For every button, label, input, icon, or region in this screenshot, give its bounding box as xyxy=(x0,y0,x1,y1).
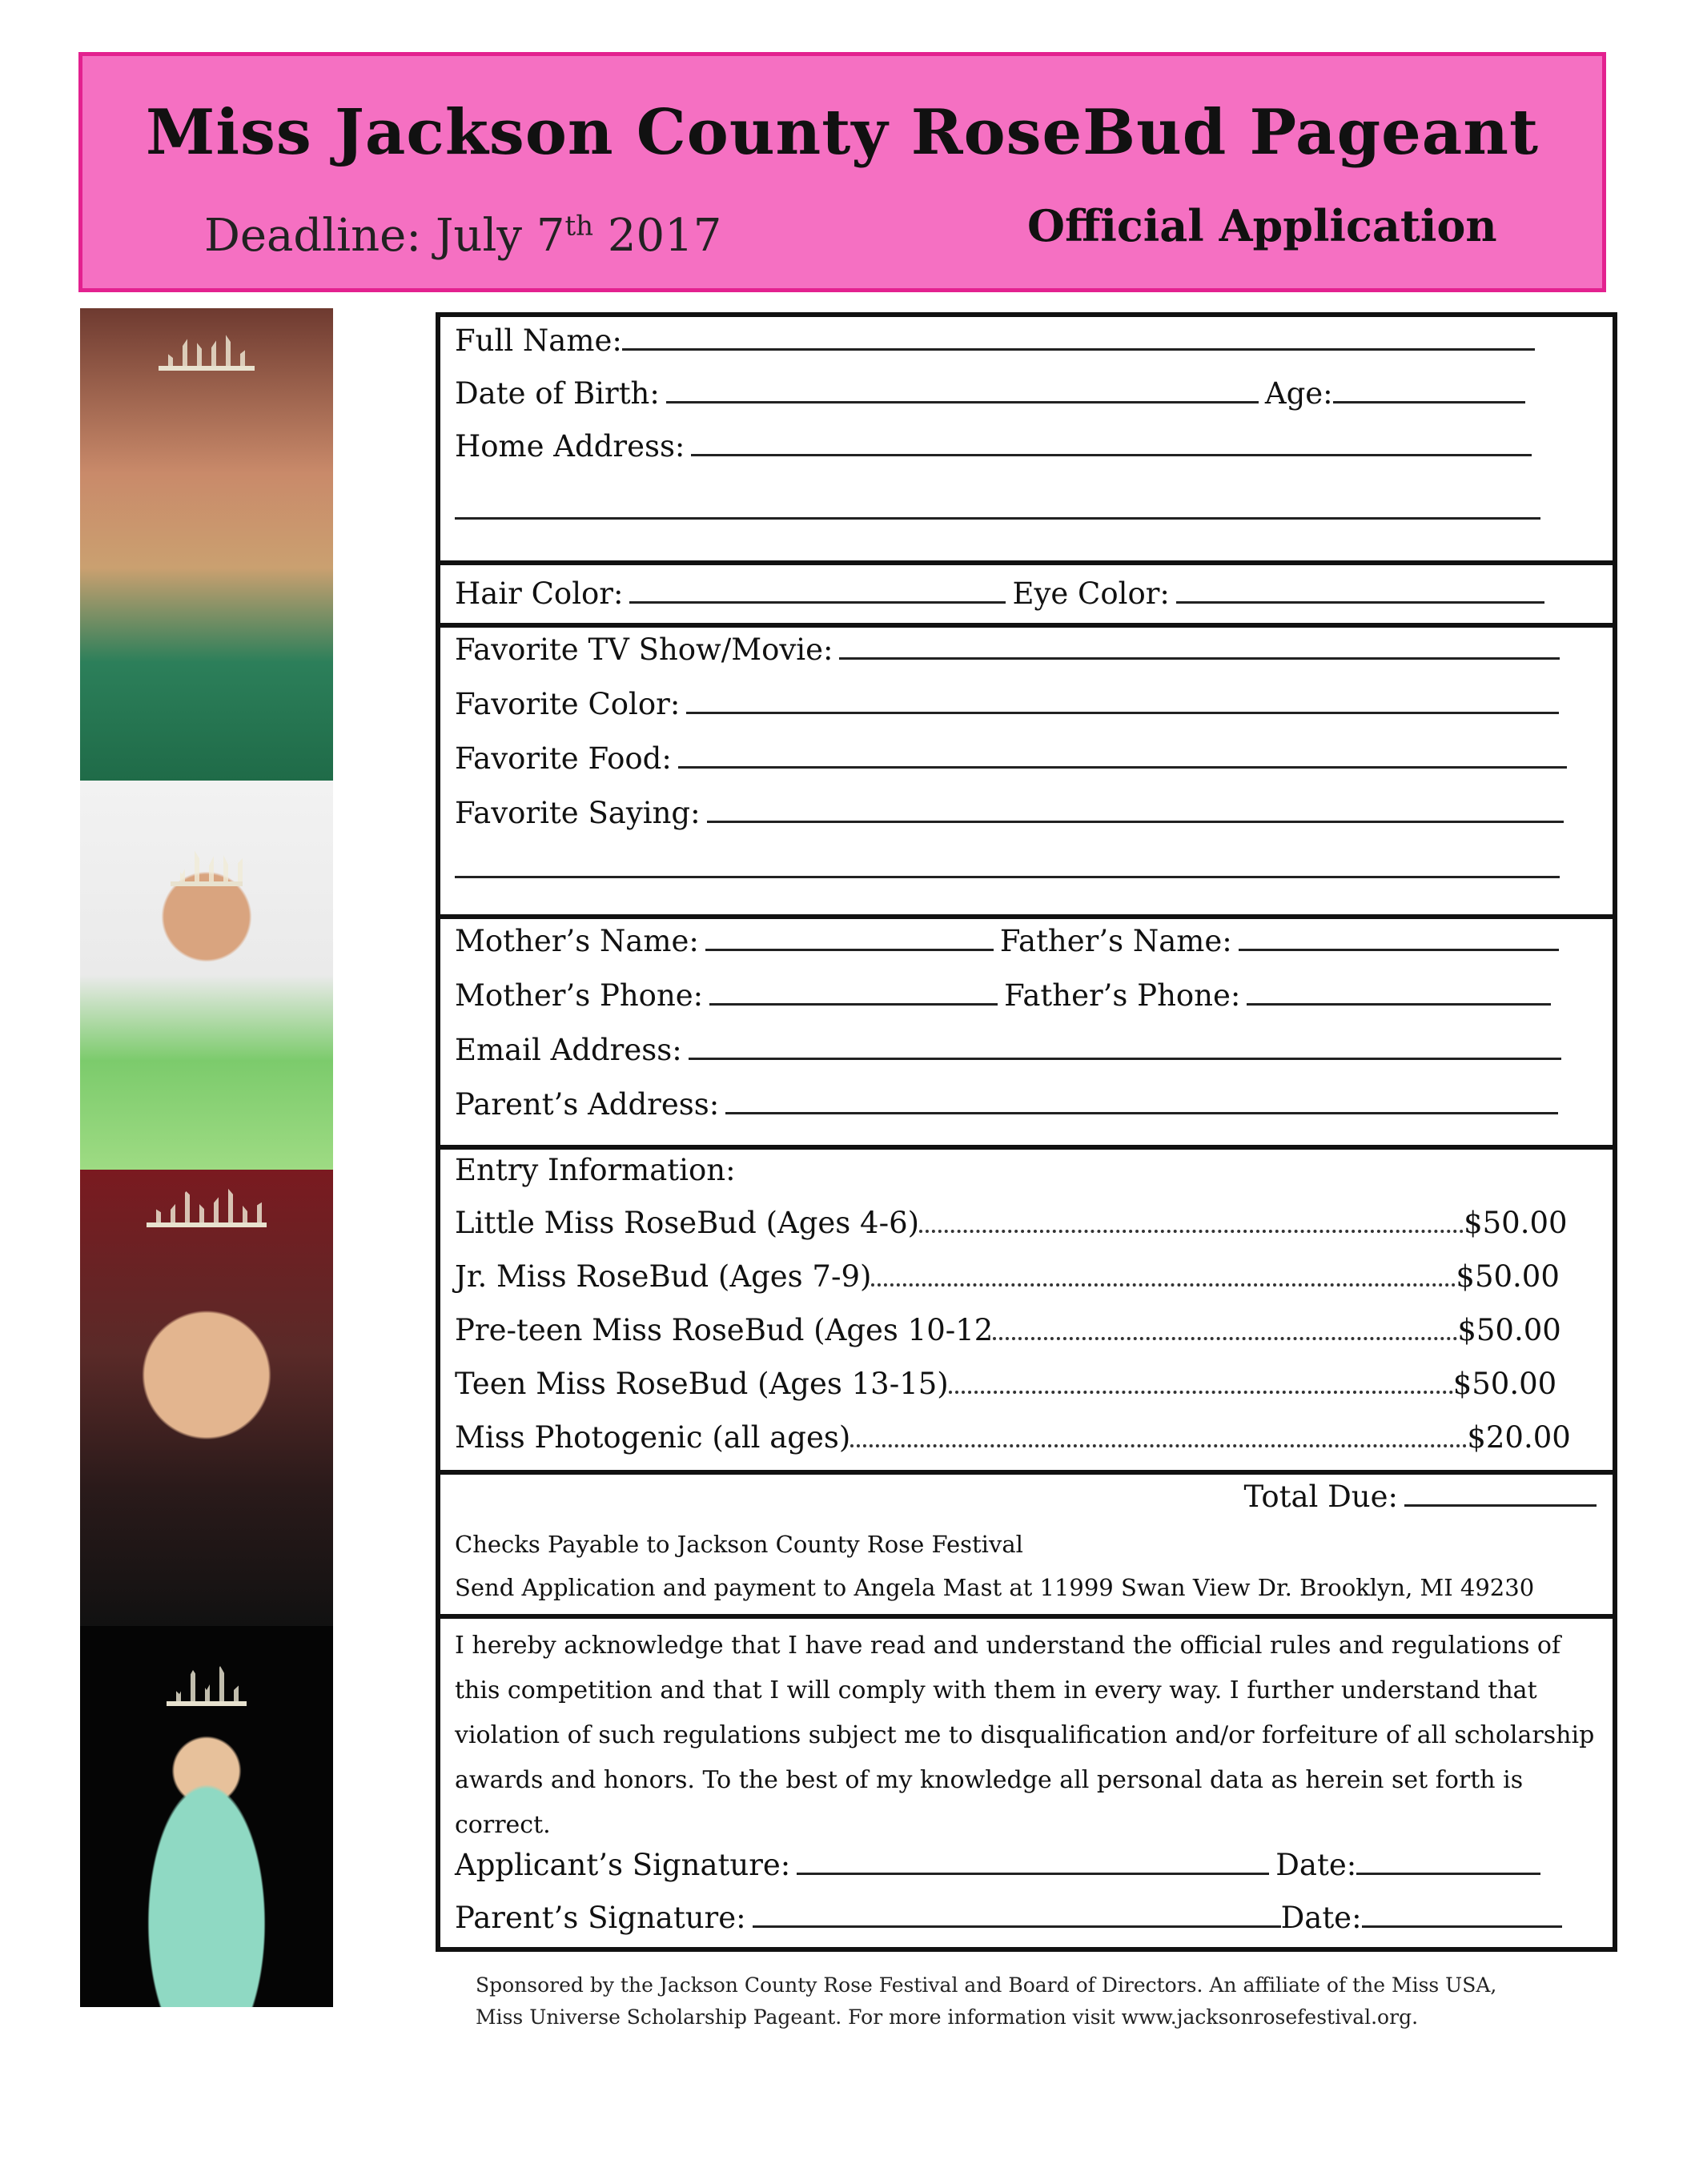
father-phone-field[interactable] xyxy=(1247,979,1551,1006)
parent-address-row xyxy=(455,1087,1564,1122)
email-row xyxy=(455,1033,1568,1067)
applicant-signature-row xyxy=(455,1848,1547,1882)
sponsor-footer xyxy=(476,1969,1597,2033)
crown-icon xyxy=(171,846,243,886)
crown-icon xyxy=(167,1666,247,1706)
dob-label: Date of Birth: xyxy=(455,376,660,411)
parent-signature-field[interactable] xyxy=(753,1901,1281,1928)
parents-section xyxy=(440,919,1613,1150)
parent-date-label: Date: xyxy=(1280,1901,1362,1935)
eye-color-label: Eye Color: xyxy=(1012,576,1170,611)
parent-phones-row xyxy=(455,978,1557,1013)
entry-item xyxy=(455,1313,1561,1347)
email-label: Email Address: xyxy=(455,1033,682,1067)
leader-dots xyxy=(871,1263,1456,1287)
crown-icon xyxy=(159,331,255,371)
contestant-photo-2 xyxy=(80,781,333,1170)
acknowledgement-section xyxy=(440,1619,1613,1947)
entry-item-label: Jr. Miss RoseBud (Ages 7-9) xyxy=(455,1259,872,1294)
favorite-saying-field-line2[interactable] xyxy=(455,876,1560,878)
payment-section xyxy=(440,1475,1613,1619)
applicant-signature-label: Applicant’s Signature: xyxy=(455,1848,791,1882)
leader-dots xyxy=(993,1316,1457,1340)
mother-phone-field[interactable] xyxy=(709,979,998,1006)
entry-section xyxy=(440,1150,1613,1475)
full-name-field[interactable] xyxy=(622,324,1535,351)
favorite-saying-row xyxy=(455,796,1570,830)
favorite-food-label: Favorite Food: xyxy=(455,741,672,776)
mother-phone-label: Mother’s Phone: xyxy=(455,978,704,1013)
entry-item xyxy=(455,1420,1571,1455)
entry-item xyxy=(455,1259,1560,1294)
checks-payable-text: Checks Payable to Jackson County Rose Festival xyxy=(455,1531,1023,1558)
footer-line-2: Miss Universe Scholarship Pageant. For more information visit www.jacksonrosefestival.org. xyxy=(476,2005,1419,2029)
contestant-photo-3 xyxy=(80,1170,333,1626)
father-name-field[interactable] xyxy=(1239,925,1559,951)
parent-address-label: Parent’s Address: xyxy=(455,1087,720,1122)
home-address-label: Home Address: xyxy=(455,429,685,464)
photo-column xyxy=(80,308,333,2007)
parent-date-field[interactable] xyxy=(1362,1901,1562,1928)
official-application-label: Official Application xyxy=(1027,200,1497,251)
parent-signature-row xyxy=(455,1901,1568,1935)
entry-item-price: $50.00 xyxy=(1464,1206,1568,1240)
email-field[interactable] xyxy=(689,1034,1561,1060)
contestant-photo-1 xyxy=(80,308,333,781)
applicant-date-label: Date: xyxy=(1275,1848,1357,1882)
deadline-suffix: th xyxy=(564,210,594,243)
favorite-tv-row xyxy=(455,632,1566,667)
total-due-row xyxy=(1244,1479,1597,1514)
acknowledgement-text: I hereby acknowledge that I have read and understand the official rules and regulations of this competition and that I will comply with them in every way. I further understand that violation of such regulations subject me to disqualification and/or forfeiture of all scholarship awards and honors. To the best of my knowledge all personal data as herein set forth is correct. xyxy=(455,1632,1595,1839)
entry-heading: Entry Information: xyxy=(455,1153,736,1187)
favorite-tv-label: Favorite TV Show/Movie: xyxy=(455,632,833,667)
age-field[interactable] xyxy=(1333,377,1525,403)
favorite-tv-field[interactable] xyxy=(839,633,1560,660)
mother-name-field[interactable] xyxy=(705,925,994,951)
favorite-saying-field[interactable] xyxy=(707,797,1564,823)
full-name-label: Full Name: xyxy=(455,323,622,358)
leader-dots xyxy=(850,1423,1467,1447)
mother-name-label: Mother’s Name: xyxy=(455,924,699,958)
deadline-year: 2017 xyxy=(593,210,722,262)
parent-signature-label: Parent’s Signature: xyxy=(455,1901,746,1935)
leader-dots xyxy=(919,1209,1464,1233)
entry-item-label: Little Miss RoseBud (Ages 4-6) xyxy=(455,1206,920,1240)
header-banner xyxy=(78,52,1606,292)
hair-color-label: Hair Color: xyxy=(455,576,624,611)
entry-item-price: $50.00 xyxy=(1452,1367,1557,1401)
total-due-label: Total Due: xyxy=(1243,1479,1398,1514)
appearance-section xyxy=(440,565,1613,628)
page-title: Miss Jackson County RoseBud Pageant xyxy=(145,96,1540,169)
entry-item-price: $50.00 xyxy=(1456,1259,1560,1294)
deadline-text: Deadline: July 7 xyxy=(204,210,565,262)
send-application-text: Send Application and payment to Angela Mast at 11999 Swan View Dr. Brooklyn, MI 49230 xyxy=(455,1574,1535,1601)
application-form xyxy=(436,312,1617,1952)
crown-icon xyxy=(147,1187,267,1227)
father-name-label: Father’s Name: xyxy=(999,924,1232,958)
favorite-color-field[interactable] xyxy=(686,688,1559,714)
contestant-photo-4 xyxy=(80,1626,333,2007)
entry-item xyxy=(455,1206,1568,1240)
favorite-food-field[interactable] xyxy=(678,742,1567,769)
favorite-color-row xyxy=(455,687,1565,721)
leader-dots xyxy=(949,1370,1453,1394)
dob-field[interactable] xyxy=(666,377,1259,403)
total-due-field[interactable] xyxy=(1404,1480,1597,1507)
home-address-row xyxy=(455,429,1538,464)
eye-color-field[interactable] xyxy=(1176,577,1544,604)
entry-item-price: $50.00 xyxy=(1457,1313,1561,1347)
favorite-saying-label: Favorite Saying: xyxy=(455,796,701,830)
father-phone-label: Father’s Phone: xyxy=(1004,978,1241,1013)
entry-item-label: Pre-teen Miss RoseBud (Ages 10-12 xyxy=(455,1313,994,1347)
parent-names-row xyxy=(455,924,1565,958)
entry-item-price: $20.00 xyxy=(1467,1420,1571,1455)
applicant-date-field[interactable] xyxy=(1356,1849,1540,1875)
home-address-field[interactable] xyxy=(691,430,1532,456)
entry-item-label: Teen Miss RoseBud (Ages 13-15) xyxy=(455,1367,949,1401)
applicant-signature-field[interactable] xyxy=(797,1849,1269,1875)
home-address-field-line2[interactable] xyxy=(455,517,1540,520)
favorite-food-row xyxy=(455,741,1573,776)
entry-item-label: Miss Photogenic (all ages) xyxy=(455,1420,851,1455)
footer-line-1: Sponsored by the Jackson County Rose Festival and Board of Directors. An affiliate of the Miss USA, xyxy=(476,1973,1497,1997)
deadline xyxy=(204,210,721,262)
favorites-section xyxy=(440,628,1613,919)
entry-item xyxy=(455,1367,1556,1401)
parent-address-field[interactable] xyxy=(725,1088,1558,1114)
personal-info-section xyxy=(440,317,1613,565)
dob-row xyxy=(455,376,1532,411)
appearance-row xyxy=(455,576,1551,611)
full-name-row xyxy=(455,323,1541,358)
favorite-color-label: Favorite Color: xyxy=(455,687,681,721)
hair-color-field[interactable] xyxy=(629,577,1006,604)
age-label: Age: xyxy=(1264,376,1333,411)
